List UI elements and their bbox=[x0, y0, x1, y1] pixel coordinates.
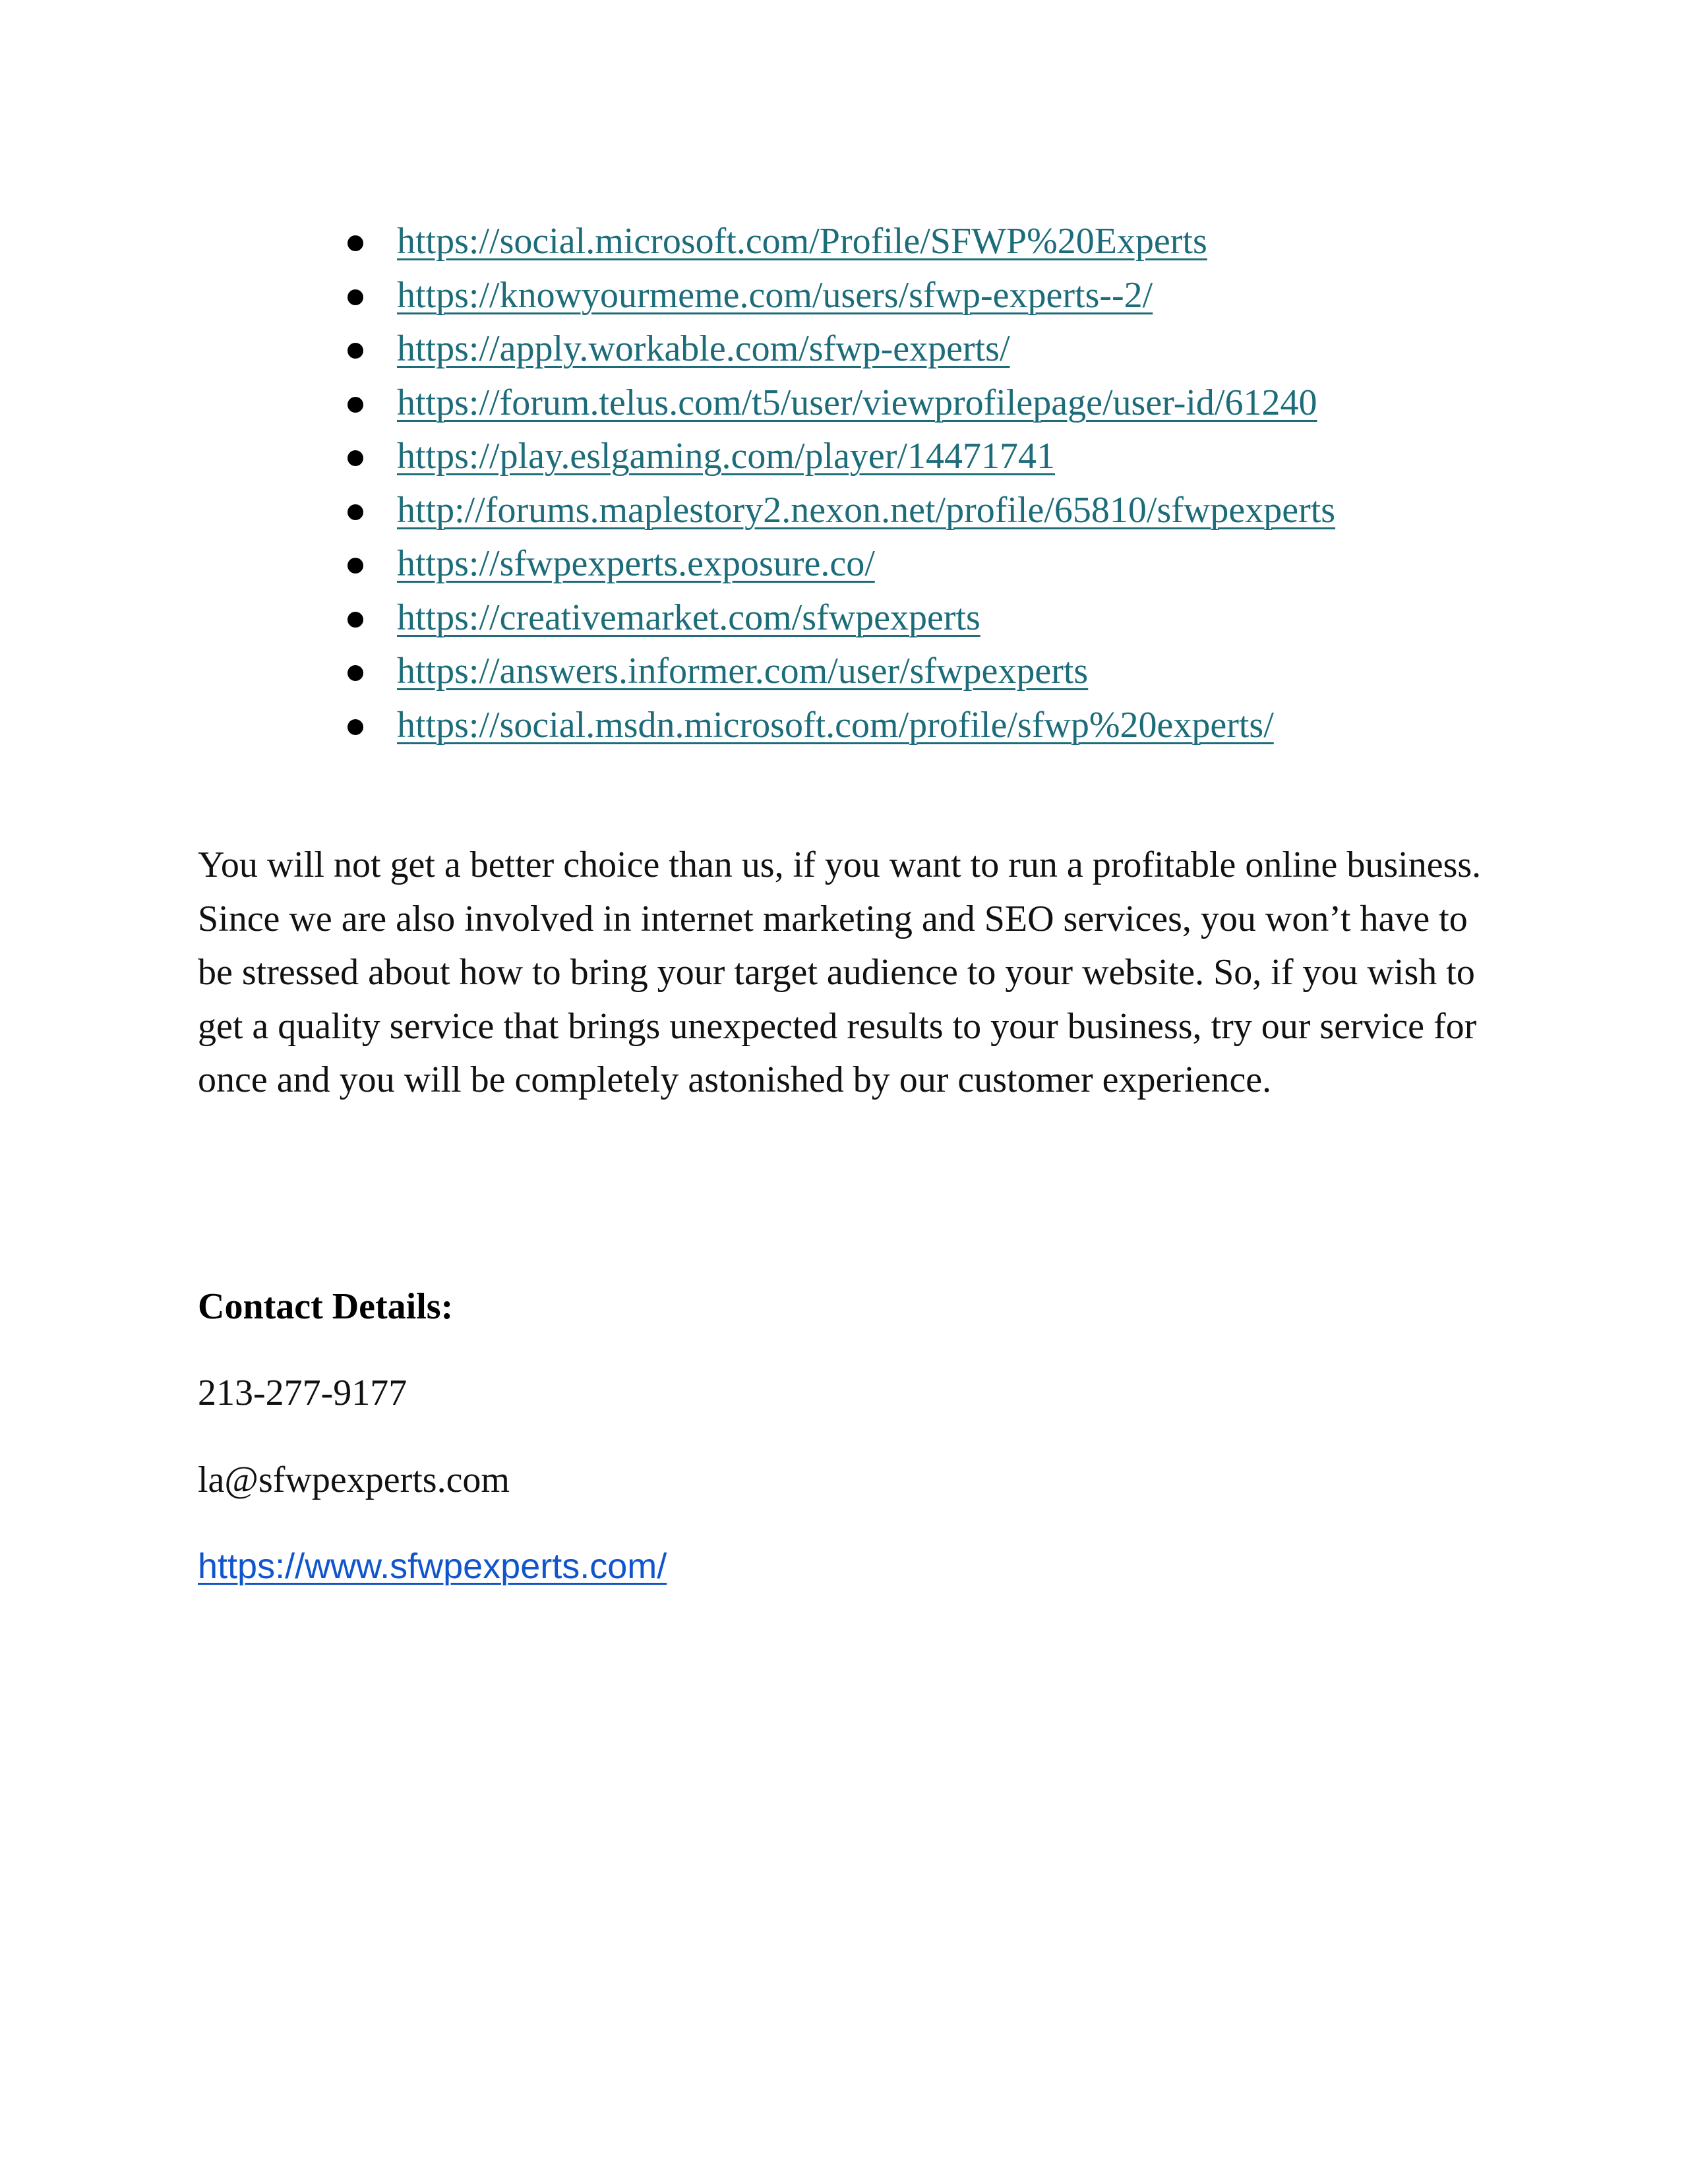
bullet-icon bbox=[347, 665, 363, 681]
profile-link[interactable]: https://forum.telus.com/t5/user/viewprofilepage/user-id/61240 bbox=[397, 382, 1317, 423]
list-item bbox=[346, 484, 1335, 538]
phone-number: 213-277-9177 bbox=[198, 1372, 407, 1413]
profile-link[interactable]: https://apply.workable.com/sfwp-experts/ bbox=[397, 328, 1010, 369]
website-link[interactable]: https://www.sfwpexperts.com/ bbox=[198, 1547, 667, 1586]
list-item bbox=[346, 537, 1335, 591]
profile-link[interactable]: https://knowyourmeme.com/users/sfwp-experts--2/ bbox=[397, 274, 1153, 316]
list-item bbox=[346, 376, 1335, 430]
list-item bbox=[346, 269, 1335, 323]
profile-link[interactable]: https://answers.informer.com/user/sfwpexperts bbox=[397, 651, 1089, 692]
profile-link[interactable]: https://sfwpexperts.exposure.co/ bbox=[397, 543, 875, 584]
email-address: la@sfwpexperts.com bbox=[198, 1460, 510, 1500]
bullet-icon bbox=[347, 504, 363, 520]
bullet-icon bbox=[347, 719, 363, 735]
bullet-icon bbox=[347, 289, 363, 305]
list-item bbox=[346, 591, 1335, 645]
profile-link[interactable]: http://forums.maplestory2.nexon.net/profile/65810/sfwpexperts bbox=[397, 489, 1336, 531]
bullet-icon bbox=[347, 558, 363, 574]
list-item bbox=[346, 215, 1335, 269]
list-item bbox=[346, 699, 1335, 753]
contact-heading: Contact Details: bbox=[198, 1286, 454, 1327]
bullet-icon bbox=[347, 450, 363, 466]
profile-link[interactable]: https://creativemarket.com/sfwpexperts bbox=[397, 597, 980, 638]
body-paragraph: You will not get a better choice than us, if you want to run a profitable online business. Since we are also involved in internet marketing and SEO services, you won’t have to be stressed about how to bring your target audience to your website. So, if you wish to get a quality service that brings unexpected results to your business, try our service for once and you will be completely astonished by our customer experience. bbox=[198, 844, 1482, 1100]
bullet-icon bbox=[347, 612, 363, 628]
profile-links-list bbox=[346, 215, 1335, 752]
profile-link[interactable]: https://social.msdn.microsoft.com/profile/sfwp%20experts/ bbox=[397, 704, 1274, 746]
bullet-icon bbox=[347, 235, 363, 251]
bullet-icon bbox=[347, 397, 363, 413]
list-item bbox=[346, 645, 1335, 699]
bullet-icon bbox=[347, 343, 363, 359]
list-item bbox=[346, 430, 1335, 484]
profile-link[interactable]: https://play.eslgaming.com/player/14471741 bbox=[397, 436, 1055, 477]
profile-link[interactable]: https://social.microsoft.com/Profile/SFWP%20Experts bbox=[397, 221, 1207, 262]
list-item bbox=[346, 322, 1335, 376]
